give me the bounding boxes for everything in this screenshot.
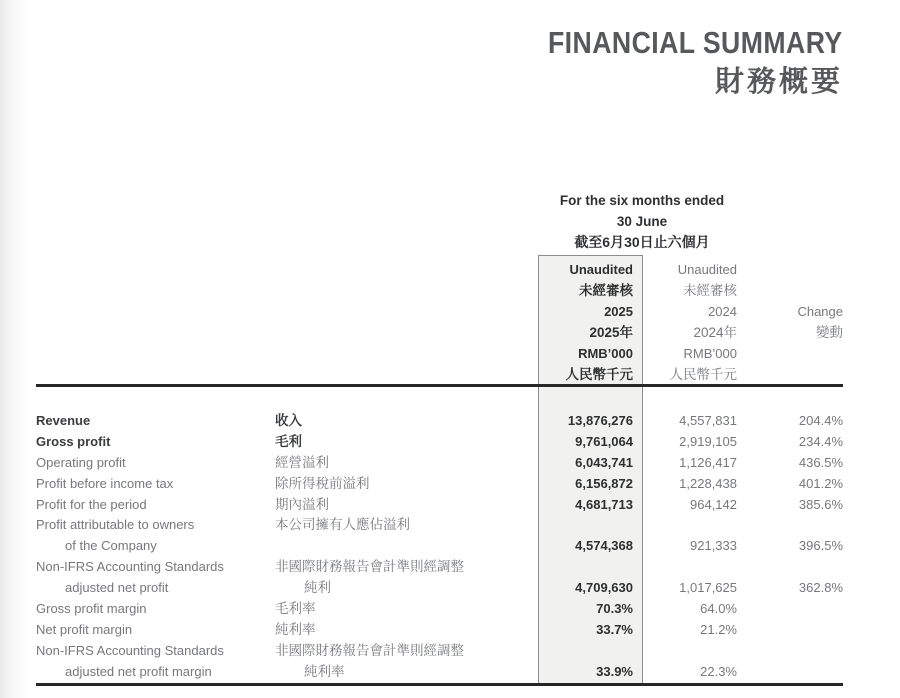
- change-cell: 362.8%: [798, 580, 843, 596]
- change-cell: [737, 557, 843, 578]
- value-2024-cell: 4,557,831: [679, 413, 737, 428]
- table-top-rule: [36, 384, 843, 387]
- value-2025-cell: 4,681,713: [575, 496, 633, 512]
- value-2024-cell: 22.3%: [700, 663, 737, 679]
- value-2025-cell: [538, 557, 643, 578]
- label-en-cell: Net profit margin: [36, 621, 133, 637]
- table-row: [36, 662, 843, 683]
- value-2025-cell: 6,043,741: [575, 454, 633, 470]
- label-en-cell: of the Company: [65, 538, 157, 554]
- label-en-cell: Gross profit: [36, 433, 111, 449]
- label-zh-cell: 純利率: [304, 663, 345, 679]
- col-2025-unit-zh: 人民幣千元: [565, 367, 633, 382]
- col-2024-year-zh: 2024年: [693, 325, 737, 340]
- table-row: [36, 453, 843, 474]
- page-title-zh: 財務概要: [714, 65, 843, 98]
- table-row: [36, 411, 843, 432]
- page-header: [500, 27, 843, 97]
- table-row: [36, 432, 843, 453]
- col-change-label-zh: 變動: [816, 325, 843, 340]
- label-zh-cell: 經營溢利: [275, 454, 329, 470]
- label-en-cell: Profit attributable to owners: [36, 517, 195, 533]
- table-row: [36, 578, 843, 599]
- value-2025-cell: 13,876,276: [567, 413, 633, 428]
- value-2024-cell: 1,126,417: [679, 454, 737, 470]
- value-2024-cell: [643, 557, 737, 578]
- value-2024-cell: 1,228,438: [679, 475, 737, 491]
- label-en-cell: Operating profit: [36, 454, 126, 470]
- header-row-unit-zh: [36, 364, 843, 385]
- label-en-cell: Gross profit margin: [36, 601, 147, 617]
- change-cell: [737, 599, 843, 620]
- col-2025-year-zh: 2025年: [589, 325, 633, 340]
- value-2025-cell: 33.9%: [596, 663, 633, 679]
- header-row-year: [36, 301, 843, 322]
- table-row: [36, 641, 843, 662]
- col-2025-unit: RMB’000: [578, 346, 633, 361]
- table-row: [36, 515, 843, 536]
- value-2025-cell: 9,761,064: [575, 433, 633, 449]
- header-row-status-zh: [36, 280, 843, 301]
- col-2024-status: Unaudited: [677, 262, 737, 277]
- value-2024-cell: 2,919,105: [679, 433, 737, 449]
- change-cell: 385.6%: [798, 496, 843, 512]
- label-en-cell: Revenue: [36, 413, 91, 428]
- table-row: [36, 474, 843, 495]
- col-2024-year: 2024: [708, 304, 737, 319]
- page-edge-shade: [0, 0, 30, 698]
- col-2025-year: 2025: [604, 304, 633, 319]
- value-2025-cell: 70.3%: [596, 601, 633, 617]
- label-zh-cell: 收入: [275, 413, 302, 428]
- period-line-1: For the six months ended: [559, 193, 725, 208]
- value-2024-cell: 21.2%: [700, 621, 737, 637]
- col-2024-unit: RMB’000: [683, 346, 737, 361]
- change-cell: [737, 620, 843, 641]
- label-zh-cell: 本公司擁有人應佔溢利: [275, 517, 410, 533]
- change-cell: 436.5%: [798, 454, 843, 470]
- change-cell: [737, 641, 843, 662]
- value-2025-cell: 4,709,630: [575, 580, 633, 596]
- label-zh-cell: 除所得稅前溢利: [275, 475, 370, 491]
- label-zh-cell: 毛利率: [275, 601, 316, 617]
- label-zh-cell: 純利: [304, 580, 331, 596]
- value-2024-cell: 921,333: [690, 538, 737, 554]
- change-cell: 401.2%: [798, 475, 843, 491]
- value-2025-cell: 4,574,368: [575, 538, 633, 554]
- value-2024-cell: 1,017,625: [679, 580, 737, 596]
- label-en-cell: Non-IFRS Accounting Standards: [36, 642, 224, 658]
- change-cell: [737, 662, 843, 683]
- table-row: [36, 599, 843, 620]
- period-header: [442, 190, 842, 253]
- label-zh-cell: 毛利: [275, 433, 302, 449]
- header-row-unit: [36, 343, 843, 364]
- label-zh-cell: 非國際財務報告會計準則經調整: [275, 642, 464, 658]
- table-row: [36, 620, 843, 641]
- value-2024-cell: 64.0%: [700, 601, 737, 617]
- label-zh-cell: 純利率: [275, 621, 316, 637]
- period-line-2: 30 June: [616, 214, 668, 229]
- col-2024-status-zh: 未經審核: [683, 283, 737, 298]
- column-headers: [36, 259, 843, 385]
- label-en-cell: Non-IFRS Accounting Standards: [36, 559, 224, 575]
- table-row: [36, 495, 843, 516]
- label-en-cell: adjusted net profit margin: [65, 663, 212, 679]
- change-cell: [737, 515, 843, 536]
- value-2024-cell: 964,142: [690, 496, 737, 512]
- value-2025-cell: 6,156,872: [575, 475, 633, 491]
- value-2024-cell: [643, 641, 737, 662]
- table-row: [36, 557, 843, 578]
- value-2025-cell: [538, 515, 643, 536]
- change-cell: 204.4%: [798, 413, 843, 428]
- col-2025-status: Unaudited: [569, 262, 633, 277]
- label-zh-cell: 非國際財務報告會計準則經調整: [275, 559, 464, 575]
- label-en-cell: adjusted net profit: [65, 580, 169, 596]
- col-2024-unit-zh: 人民幣千元: [669, 367, 737, 382]
- header-row-year-zh: [36, 322, 843, 343]
- value-2024-cell: [643, 515, 737, 536]
- page-title: FINANCIAL SUMMARY: [548, 25, 843, 60]
- label-zh-cell: [275, 536, 538, 557]
- table-body: [36, 411, 843, 683]
- period-line-zh: 截至6月30日止六個月: [574, 234, 710, 250]
- label-en-cell: Profit for the period: [36, 496, 147, 512]
- value-2025-cell: [538, 641, 643, 662]
- label-zh-cell: 期內溢利: [275, 496, 329, 512]
- label-en-cell: Profit before income tax: [36, 475, 174, 491]
- col-2025-status-zh: 未經審核: [579, 283, 633, 298]
- header-row-status: [36, 259, 843, 280]
- col-change-label: Change: [797, 304, 843, 319]
- change-cell: 396.5%: [798, 538, 843, 554]
- table-bottom-rule: [36, 683, 843, 686]
- value-2025-cell: 33.7%: [596, 621, 633, 637]
- table-row: [36, 536, 843, 557]
- change-cell: 234.4%: [798, 433, 843, 449]
